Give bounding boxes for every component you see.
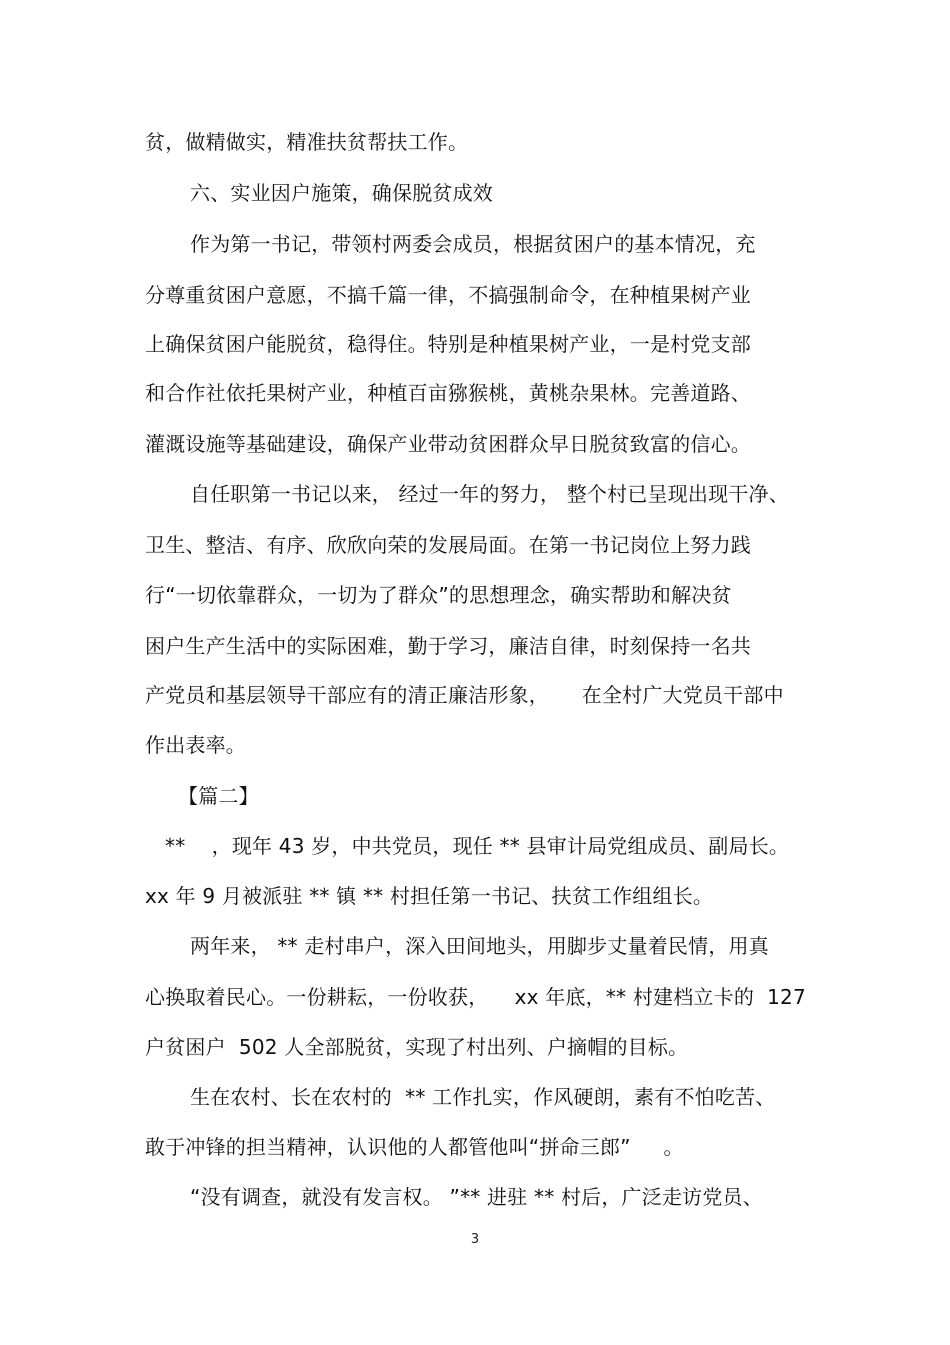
paragraph-line: 敢于冲锋的担当精神，认识他的人都管他叫“拼命三郎” 。 (145, 1135, 684, 1159)
paragraph-line: 两年来， ** 走村串户，深入田间地头，用脚步丈量着民情，用真 (190, 934, 769, 958)
paragraph-line: 产党员和基层领导干部应有的清正廉洁形象， 在全村广大党员干部中 (145, 683, 784, 707)
paragraph-line: 生在农村、长在农村的 ** 工作扎实，作风硬朗，素有不怕吃苦、 (190, 1085, 776, 1109)
page-number: 3 (470, 1232, 480, 1247)
paragraph-line: 户贫困户 502 人全部脱贫，实现了村出列、户摘帽的目标。 (145, 1035, 689, 1059)
paragraph-line: ** ，现年 43 岁，中共党员，现任 ** 县审计局党组成员、副局长。 (165, 834, 790, 858)
paragraph-line: 和合作社依托果树产业，种植百亩猕猴桃，黄桃杂果林。完善道路、 (145, 381, 751, 405)
paragraph-line: xx 年 9 月被派驻 ** 镇 ** 村担任第一书记、扶贫工作组组长。 (145, 884, 714, 908)
paragraph-line: 困户生产生活中的实际困难，勤于学习，廉洁自律，时刻保持一名共 (145, 634, 751, 658)
paragraph-line: 灌溉设施等基础建设，确保产业带动贫困群众早日脱贫致富的信心。 (145, 432, 751, 456)
paragraph-line: 卫生、整洁、有序、欣欣向荣的发展局面。在第一书记岗位上努力践 (145, 533, 751, 557)
paragraph-line: “没有调查，就没有发言权。 ”** 进驻 ** 村后，广泛走访党员、 (190, 1185, 763, 1209)
paragraph-line: 分尊重贫困户意愿，不搞千篇一律，不搞强制命令，在种植果树产业 (145, 283, 751, 307)
section-heading: 【篇二】 (178, 784, 259, 808)
paragraph-line: 上确保贫困户能脱贫，稳得住。特别是种植果树产业，一是村党支部 (145, 332, 751, 356)
paragraph-line: 心换取着民心。一份耕耘，一份收获， xx 年底，** 村建档立卡的 127 (145, 985, 806, 1009)
section-heading: 六、实业因户施策，确保脱贫成效 (190, 181, 493, 205)
paragraph-line: 作为第一书记，带领村两委会成员，根据贫困户的基本情况，充 (190, 232, 756, 256)
paragraph-line: 行“一切依靠群众，一切为了群众”的思想理念，确实帮助和解决贫 (145, 583, 732, 607)
paragraph-line: 自任职第一书记以来， 经过一年的努力， 整个村已呈现出现干净、 (190, 482, 789, 506)
paragraph-line: 作出表率。 (145, 733, 246, 757)
paragraph-line: 贫，做精做实，精准扶贫帮扶工作。 (145, 130, 469, 154)
